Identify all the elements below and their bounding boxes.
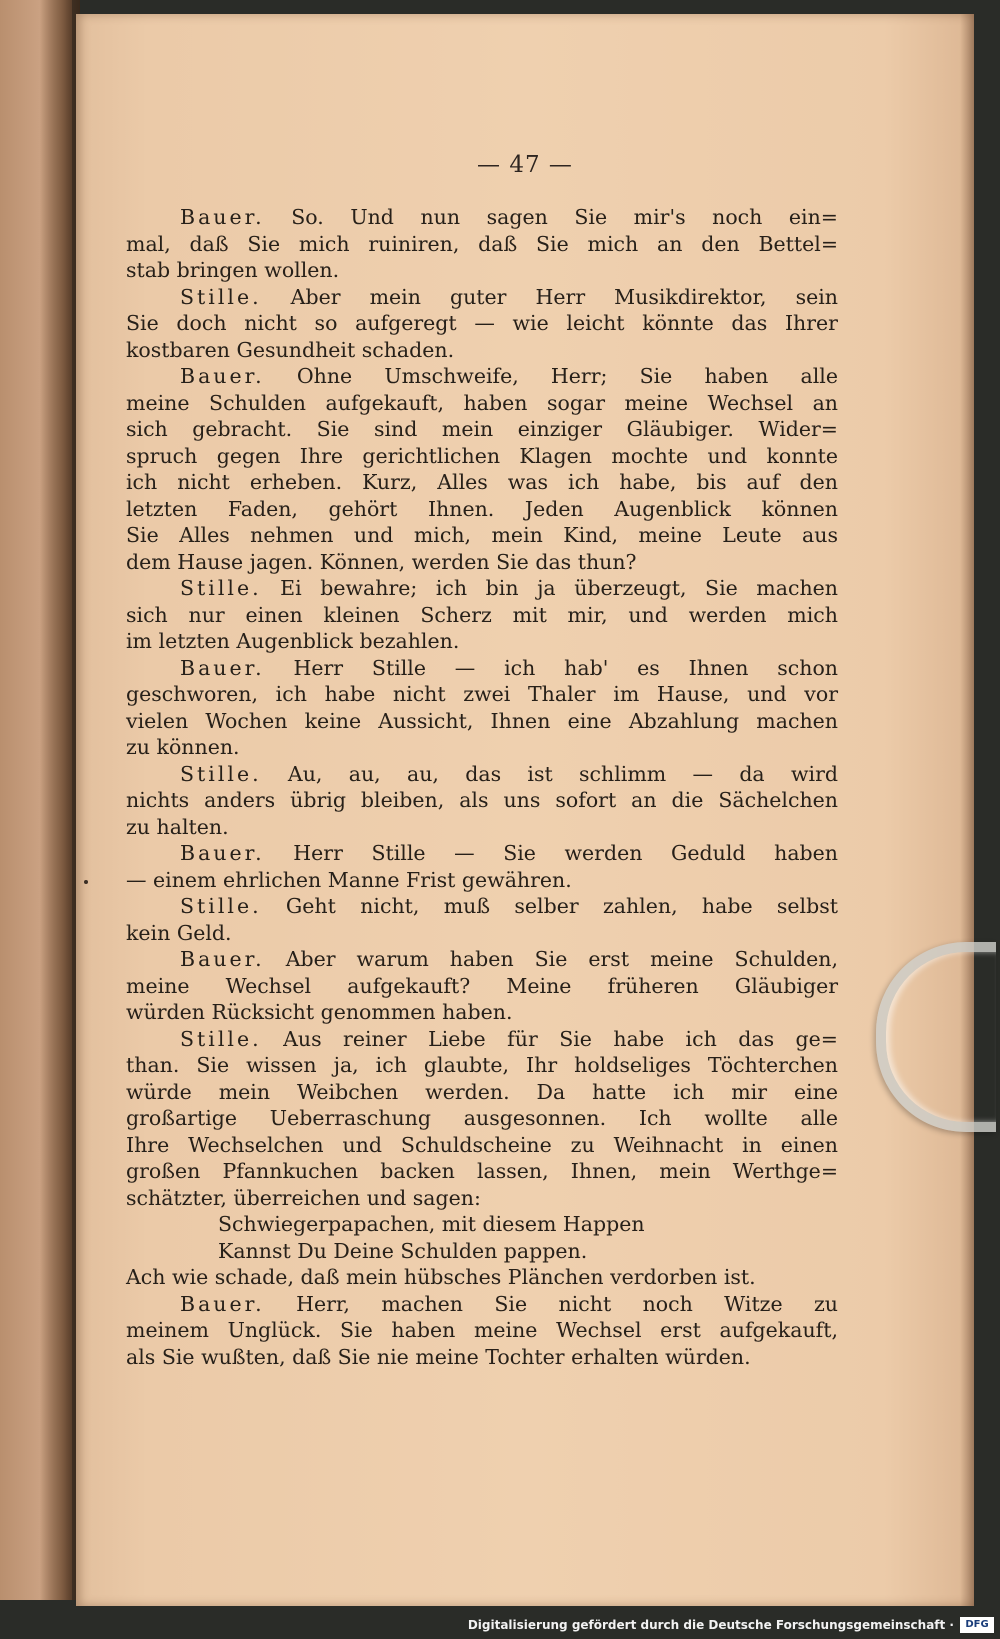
line-text: sich gebracht. Sie sind mein einziger Gläubiger. Wider=	[126, 417, 838, 441]
line-text: Sie Alles nehmen und mich, mein Kind, meine Leute aus	[126, 523, 838, 547]
text-line	[126, 787, 838, 814]
text-line	[126, 1105, 838, 1132]
text-line	[126, 1317, 838, 1344]
text-line	[126, 1132, 838, 1159]
text-line	[126, 681, 838, 708]
page-number: — 47 —	[477, 152, 573, 178]
text-line	[126, 920, 838, 947]
line-text: mal, daß Sie mich ruiniren, daß Sie mich an den Bettel=	[126, 231, 838, 256]
line-text: Sie doch nicht so aufgeregt — wie leicht könnte das Ihrer	[126, 311, 838, 335]
line-text: würde mein Weibchen werden. Da hatte ich mir eine	[126, 1079, 838, 1104]
text-line	[126, 337, 838, 364]
text-line	[126, 257, 838, 284]
line-text: Kannst Du Deine Schulden pappen.	[218, 1238, 588, 1263]
text-line	[126, 1185, 838, 1212]
text-line	[126, 1026, 838, 1053]
speaker-name: Stille.	[180, 761, 262, 786]
text-line	[126, 390, 838, 417]
line-text: großen Pfannkuchen backen lassen, Ihnen, mein Werthge=	[126, 1159, 838, 1183]
speaker-name: Bauer.	[180, 947, 265, 971]
text-line	[126, 575, 838, 602]
line-text: meinem Unglück. Sie haben meine Wechsel erst aufgekauft,	[126, 1318, 838, 1342]
line-text: letzten Faden, gehört Ihnen. Jeden Augenblick können	[126, 496, 838, 521]
line-text: — einem ehrlichen Manne Frist gewähren.	[126, 867, 572, 892]
page-edge-shadow	[960, 14, 974, 1606]
line-text: Aus reiner Liebe für Sie habe ich das ge=	[261, 1026, 838, 1051]
speaker-name: Bauer.	[180, 655, 265, 680]
line-text: zu können.	[126, 735, 240, 759]
text-line	[126, 231, 838, 258]
line-text: zu halten.	[126, 814, 229, 839]
text-line	[126, 363, 838, 390]
text-line	[126, 469, 838, 496]
line-text: schätzter, überreichen und sagen:	[126, 1185, 481, 1210]
line-text: Herr Stille — ich hab' es Ihnen schon	[264, 655, 838, 680]
text-line	[126, 840, 838, 867]
line-text: großartige Ueberraschung ausgesonnen. Ich wollte alle	[126, 1106, 838, 1130]
text-line	[126, 549, 838, 576]
line-text: Au, au, au, das ist schlimm — da wird	[261, 761, 838, 786]
speaker-name: Stille.	[180, 284, 262, 309]
speaker-name: Stille.	[180, 894, 262, 918]
speaker-name: Bauer.	[180, 1291, 265, 1316]
text-line	[126, 1079, 838, 1106]
line-text: So. Und nun sagen Sie mir's noch ein=	[264, 205, 838, 229]
line-text: Herr, machen Sie nicht noch Witze zu	[264, 1291, 838, 1316]
line-text: Ihre Wechselchen und Schuldscheine zu Weihnacht in einen	[126, 1132, 838, 1157]
text-line	[126, 628, 838, 655]
speaker-name: Stille.	[180, 1026, 262, 1051]
line-text: Geht nicht, muß selber zahlen, habe selbst	[261, 894, 838, 918]
text-line	[126, 734, 838, 761]
line-text: Aber warum haben Sie erst meine Schulden,	[264, 947, 838, 971]
line-text: vielen Wochen keine Aussicht, Ihnen eine Abzahlung machen	[126, 708, 838, 733]
line-text: Aber mein guter Herr Musikdirektor, sein	[261, 284, 838, 309]
text-line	[126, 1211, 838, 1238]
footer-bar	[0, 1614, 1000, 1639]
line-text: than. Sie wissen ja, ich glaubte, Ihr holdseliges Töchterchen	[126, 1053, 838, 1077]
line-text: Ei bewahre; ich bin ja überzeugt, Sie machen	[261, 576, 838, 600]
line-text: spruch gegen Ihre gerichtlichen Klagen mochte und konnte	[126, 443, 838, 468]
text-line	[126, 946, 838, 973]
margin-mark	[84, 880, 88, 884]
book-page	[76, 14, 974, 1606]
text-line	[126, 893, 838, 920]
speaker-name: Bauer.	[180, 841, 265, 865]
text-line	[126, 310, 838, 337]
text-line	[126, 761, 838, 788]
text-line	[126, 1238, 838, 1265]
text-line	[126, 602, 838, 629]
line-text: nichts anders übrig bleiben, als uns sofort an die Sächelchen	[126, 788, 838, 812]
line-text: dem Hause jagen. Können, werden Sie das thun?	[126, 549, 637, 574]
line-text: kein Geld.	[126, 920, 232, 945]
line-text: als Sie wußten, daß Sie nie meine Tochter erhalten würden.	[126, 1344, 751, 1369]
text-line	[126, 204, 838, 231]
text-line	[126, 708, 838, 735]
line-text: Schwiegerpapachen, mit diesem Happen	[218, 1212, 645, 1236]
line-text: meine Wechsel aufgekauft? Meine früheren Gläubiger	[126, 973, 838, 998]
text-line	[126, 973, 838, 1000]
speaker-name: Stille.	[180, 576, 262, 600]
line-text: meine Schulden aufgekauft, haben sogar meine Wechsel an	[126, 390, 838, 415]
text-line	[126, 1052, 838, 1079]
text-line	[126, 1158, 838, 1185]
text-line	[126, 496, 838, 523]
speaker-name: Bauer.	[180, 205, 265, 229]
text-line	[126, 1291, 838, 1318]
text-line	[126, 1264, 838, 1291]
line-text: geschworen, ich habe nicht zwei Thaler im Hause, und vor	[126, 682, 838, 706]
book-gutter-shadow	[40, 0, 80, 1600]
text-line	[126, 522, 838, 549]
text-line	[126, 814, 838, 841]
speaker-name: Bauer.	[180, 364, 265, 388]
line-text: kostbaren Gesundheit schaden.	[126, 337, 455, 362]
line-text: Ach wie schade, daß mein hübsches Plänchen verdorben ist.	[126, 1265, 756, 1289]
line-text: sich nur einen kleinen Scherz mit mir, und werden mich	[126, 602, 838, 627]
body-text	[126, 204, 838, 1370]
line-text: würden Rücksicht genommen haben.	[126, 1000, 513, 1024]
text-line	[126, 655, 838, 682]
funding-credit: Digitalisierung gefördert durch die Deutsche Forschungsgemeinschaft ·	[467, 1618, 954, 1632]
dfg-logo: DFG	[960, 1617, 994, 1633]
line-text: ich nicht erheben. Kurz, Alles was ich habe, bis auf den	[126, 470, 838, 494]
line-text: stab bringen wollen.	[126, 258, 340, 282]
line-text: Herr Stille — Sie werden Geduld haben	[264, 841, 838, 865]
line-text: im letzten Augenblick bezahlen.	[126, 629, 460, 653]
text-line	[126, 867, 838, 894]
text-line	[126, 416, 838, 443]
text-line	[126, 999, 838, 1026]
text-line	[126, 284, 838, 311]
text-line	[126, 1344, 838, 1371]
text-line	[126, 443, 838, 470]
line-text: Ohne Umschweife, Herr; Sie haben alle	[264, 364, 838, 388]
